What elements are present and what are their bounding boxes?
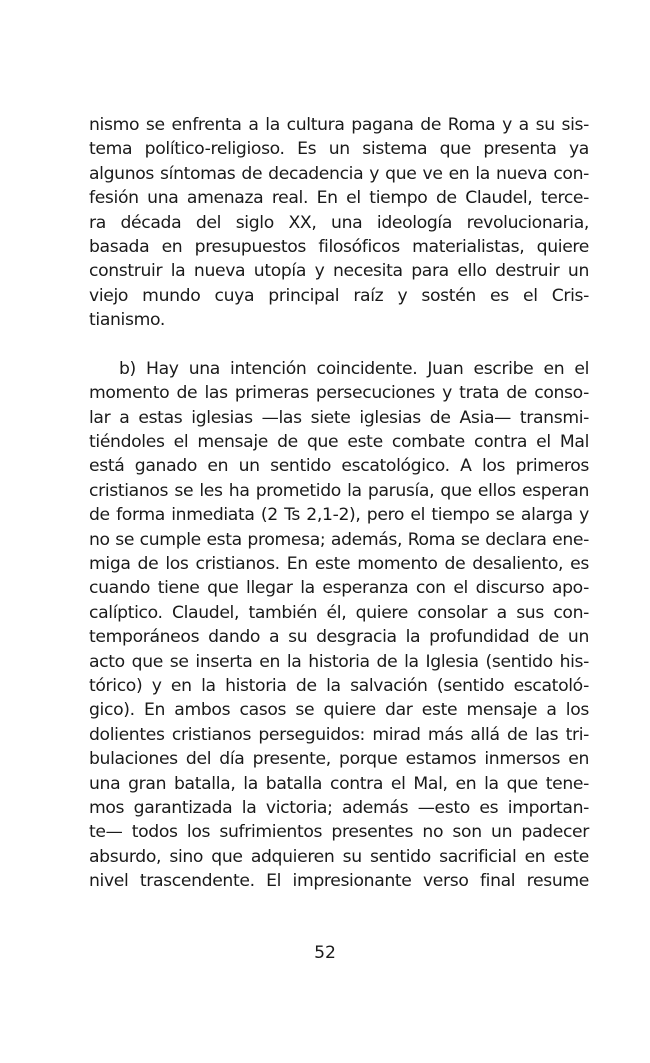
page-number: 52 xyxy=(314,943,336,963)
text-line: no se cumple esta promesa; además, Roma se declara ene- xyxy=(89,529,589,550)
text-line: de forma inmediata (2 Ts 2,1-2), pero el tiempo se alarga y xyxy=(89,505,589,526)
text-line: dolientes cristianos perseguidos: mirad más allá de las tri- xyxy=(89,724,589,745)
text-line: miga de los cristianos. En este momento de desaliento, es xyxy=(89,554,589,575)
text-line: tianismo. xyxy=(89,310,165,331)
text-line: bulaciones del día presente, porque estamos inmersos en xyxy=(89,749,589,770)
text-line: mos garantizada la victoria; además —esto es importan- xyxy=(89,797,589,818)
paragraph-2 xyxy=(89,357,589,894)
text-line: nivel trascendente. El impresionante verso final resume xyxy=(89,871,589,892)
text-line: calíptico. Claudel, también él, quiere consolar a sus con- xyxy=(89,602,589,623)
text-line: acto que se inserta en la historia de la Iglesia (sentido his- xyxy=(89,651,589,672)
text-line: ra década del siglo XX, una ideología revolucionaria, xyxy=(89,212,589,233)
text-line: viejo mundo cuya principal raíz y sostén es el Cris- xyxy=(89,285,589,306)
text-line: nismo se enfrenta a la cultura pagana de Roma y a su sis- xyxy=(89,115,589,135)
text-line: fesión una amenaza real. En el tiempo de Claudel, terce- xyxy=(89,188,589,209)
text-line: momento de las primeras persecuciones y trata de conso- xyxy=(89,383,589,404)
text-line: cristianos se les ha prometido la parusía, que ellos esperan xyxy=(89,480,589,501)
text-line: basada en presupuestos filosóficos materialistas, quiere xyxy=(89,236,589,257)
text-line: algunos síntomas de decadencia y que ve en la nueva con- xyxy=(89,163,589,184)
paragraph-1 xyxy=(89,113,589,333)
text-line: está ganado en un sentido escatológico. A los primeros xyxy=(89,456,589,477)
text-line: lar a estas iglesias —las siete iglesias de Asia— transmi- xyxy=(89,407,589,428)
text-line: absurdo, sino que adquieren su sentido sacrificial en este xyxy=(89,846,589,867)
paragraph-gap xyxy=(89,333,589,357)
text-line: una gran batalla, la batalla contra el Mal, en la que tene- xyxy=(89,773,589,794)
text-line: gico). En ambos casos se quiere dar este mensaje a los xyxy=(89,700,589,721)
text-line: tiéndoles el mensaje de que este combate contra el Mal xyxy=(89,432,589,453)
text-line: tema político-religioso. Es un sistema que presenta ya xyxy=(89,139,589,160)
text-line: temporáneos dando a su desgracia la profundidad de un xyxy=(89,627,589,648)
text-line: construir la nueva utopía y necesita para ello destruir un xyxy=(89,261,589,282)
page-body xyxy=(89,113,589,894)
text-line: cuando tiene que llegar la esperanza con el discurso apo- xyxy=(89,578,589,599)
text-line: tórico) y en la historia de la salvación (sentido escatoló- xyxy=(89,675,589,696)
text-line: te— todos los sufrimientos presentes no son un padecer xyxy=(89,822,589,843)
text-line: b) Hay una intención coincidente. Juan escribe en el xyxy=(119,358,589,379)
